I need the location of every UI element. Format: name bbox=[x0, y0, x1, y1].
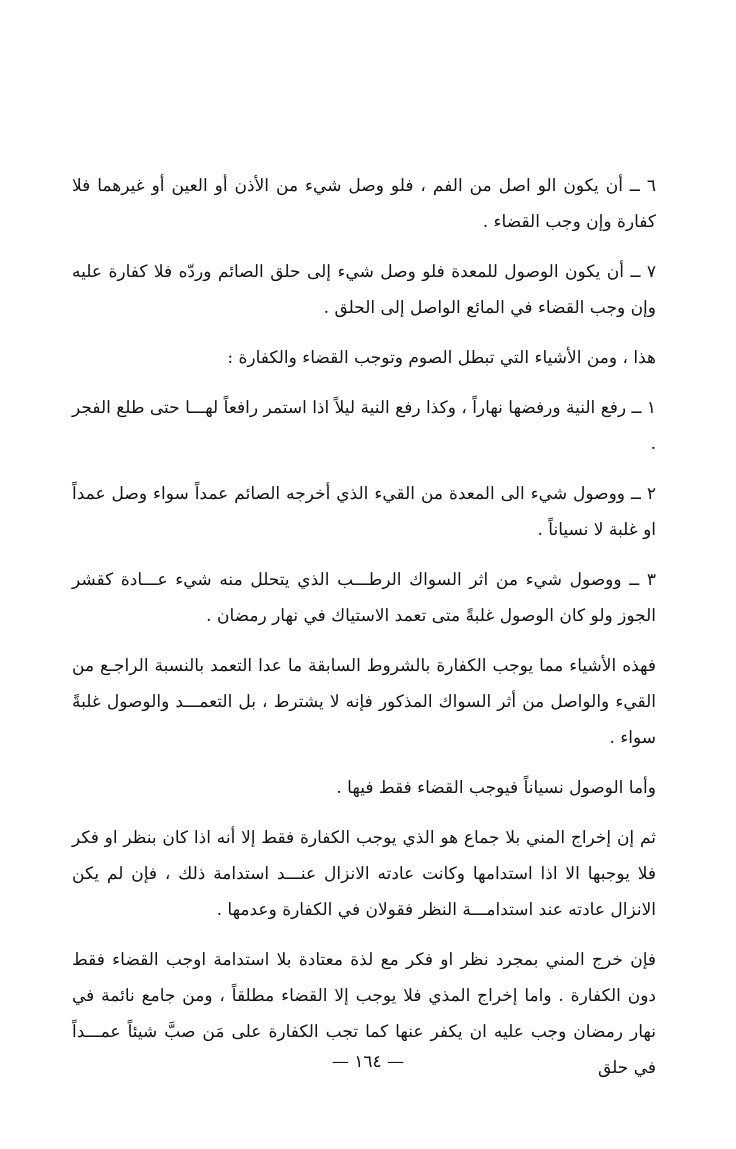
page-body bbox=[72, 168, 656, 1086]
paragraph-conditions-summary: فهذه الأشياء مما يوجب الكفارة بالشروط السابقة ما عدا التعمد بالنسبة الراجـع من القيء والواصل من أثر السواك المذكور فإنه لا يشترط ، بل التعمـــد والوصول غلبةً سواء . bbox=[72, 656, 656, 748]
paragraph-condition-6: ٦ ــ أن يكون الو اصل من الفم ، فلو وصل شيء من الأذن أو العين أو غيرهما فلا كفارة وإن وجب القضاء . bbox=[72, 176, 656, 232]
page-number: — ١٦٤ — bbox=[331, 1052, 405, 1072]
paragraph-intro-list: هذا ، ومن الأشياء التي تبطل الصوم وتوجب القضاء والكفارة : bbox=[227, 348, 656, 368]
paragraph-item-3: ٣ ــ ووصول شيء من اثر السواك الرطـــب الذي يتحلل منه شيء عـــادة كقشر الجوز ولو كان الوصول غلبةً متى تعمد الاستياك في نهار رمضان . bbox=[72, 570, 656, 626]
paragraph-emission: ثم إن إخراج المني بلا جماع هو الذي يوجب الكفارة فقط إلا أنه اذا كان بنظر او فكر فلا يوجبها الا اذا استدامها وكانت عادته الانزال عنـــد استدامة ذلك ، فإن لم يكن الانزال عادته عند استدامـــة النظر فقولان في الكفارة وعدمها . bbox=[72, 828, 656, 920]
paragraph-forgetfulness: وأما الوصول نسياناً فيوجب القضاء فقط فيها . bbox=[336, 778, 656, 798]
paragraph-item-1: ١ ــ رفع النية ورفضها نهاراً ، وكذا رفع النية ليلاً اذا استمر رافعاً لهـــا حتى طلع الفجر . bbox=[72, 398, 656, 454]
paragraph-condition-7: ٧ ــ أن يكون الوصول للمعدة فلو وصل شيء إلى حلق الصائم وردّه فلا كفارة عليه وإن وجب القضاء في المائع الواصل إلى الحلق . bbox=[72, 262, 656, 318]
paragraph-item-2: ٢ ــ ووصول شيء الى المعدة من القيء الذي أخرجه الصائم عمداً سواء وصل عمداً او غلبة لا نسياناً . bbox=[72, 484, 656, 540]
paragraph-emission-continued: فإن خرج المني بمجرد نظر او فكر مع لذة معتادة بلا استدامة اوجب القضاء فقط دون الكفارة . واما إخراج المذي فلا يوجب إلا القضاء مطلقاً ، ومن جامع نائمة في نهار رمضان وجب عليه ان يكفر عنها كما تجب الكفارة على مَن صبَّ شيئاً عمـــداً في حلق bbox=[72, 950, 656, 1078]
